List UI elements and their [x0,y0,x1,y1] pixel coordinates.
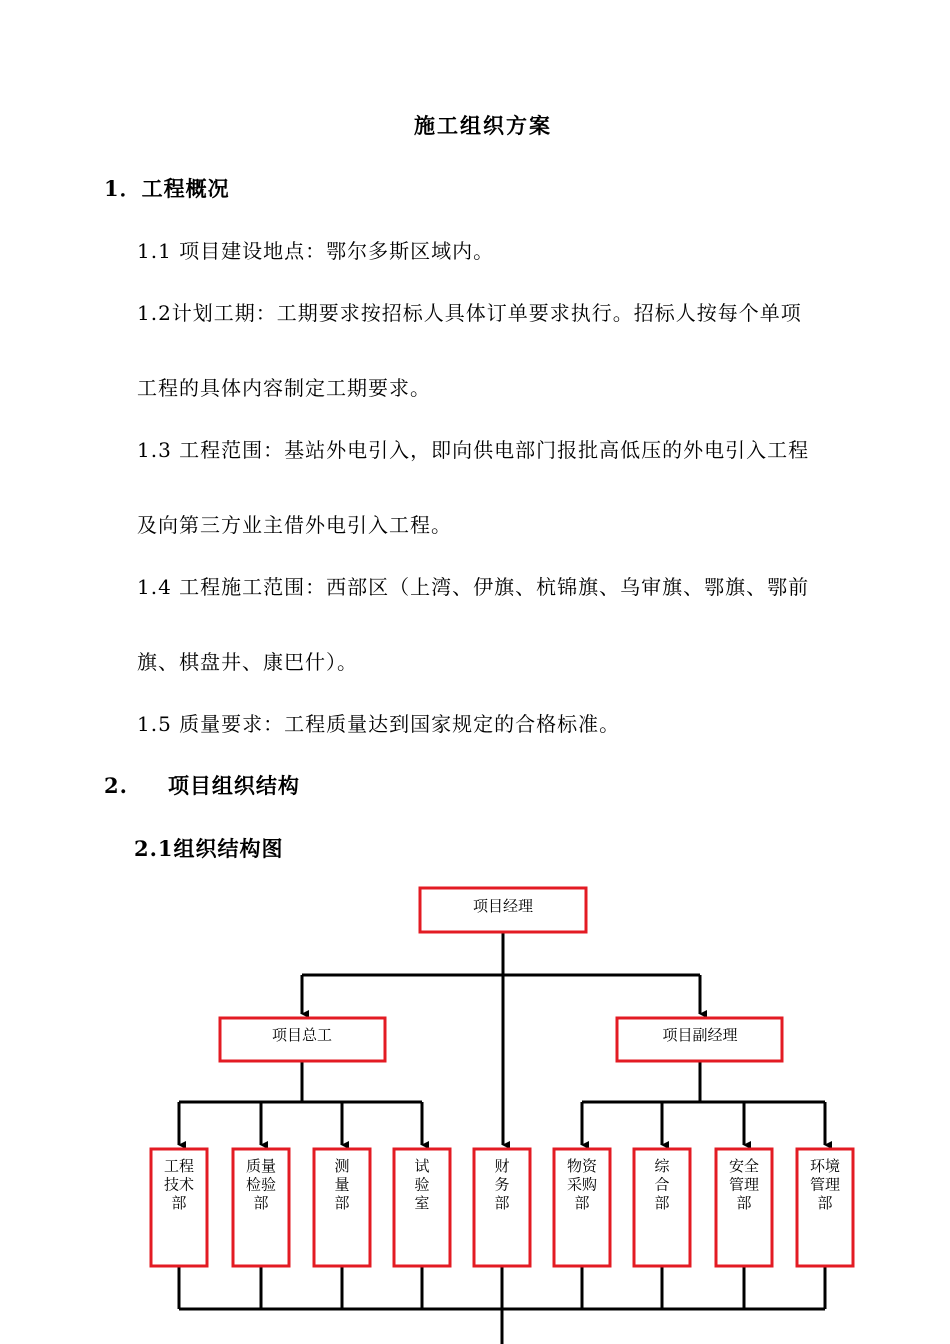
item-1-2-line-2: 工程的具体内容制定工期要求。 [137,376,431,400]
section-1-heading [104,176,230,202]
section-2-heading [104,773,300,799]
org-node-dept-7-label-line-3: 部 [654,1194,670,1212]
item-1-4-line-1: 1.4 工程施工范围：西部区（上湾、伊旗、杭锦旗、乌审旗、鄂旗、鄂前 [137,575,810,599]
org-node-dept-3-label-line-2: 量 [334,1175,350,1194]
org-node-dept-3-label-line-1: 测 [334,1157,350,1175]
section-1-number: 1． [104,176,142,201]
org-node-dept-2-label-line-3: 部 [253,1194,269,1212]
org-node-dept-1-label-line-3: 部 [171,1194,187,1212]
org-node-dept-9-label-line-1: 环境 [809,1157,841,1175]
org-node-dept-2-label-line-2: 检验 [245,1175,277,1194]
org-node-dept-6-label-line-2: 采购 [566,1175,598,1194]
org-node-root-label: 项目经理 [472,897,534,915]
org-node-dept-9-label-line-3: 部 [817,1194,833,1212]
item-1-4-line-2: 旗、棋盘井、康巴什）。 [137,650,358,674]
org-node-dept-5-label-line-2: 务 [494,1175,510,1194]
org-node-level2-1-label: 项目总工 [271,1026,333,1044]
org-node-dept-7-label-line-1: 综 [654,1157,670,1175]
org-node-level2-2-label: 项目副经理 [662,1026,738,1044]
section-2-number: 2. [104,773,128,798]
org-node-dept-5-label-line-1: 财 [494,1157,510,1175]
section-2-title: 项目组织结构 [167,773,300,798]
org-node-dept-1-label-line-2: 技术 [163,1175,195,1194]
item-1-2-line-1: 1.2计划工期：工期要求按招标人具体订单要求执行。招标人按每个单项 [137,301,802,325]
org-node-dept-5-label-line-3: 部 [494,1194,510,1212]
item-1-3-line-2: 及向第三方业主借外电引入工程。 [137,513,452,537]
org-node-dept-4-label-line-1: 试 [414,1157,430,1175]
org-node-dept-8-label-line-3: 部 [736,1194,752,1212]
document-title: 施工组织方案 [414,113,552,138]
org-node-dept-6-label-line-3: 部 [574,1194,590,1212]
item-1-3-line-1: 1.3 工程范围：基站外电引入，即向供电部门报批高低压的外电引入工程 [137,438,810,462]
org-node-dept-4-label-line-3: 室 [414,1194,430,1212]
org-node-dept-7-label-line-2: 合 [654,1175,670,1194]
org-node-dept-1-label-line-1: 工程 [163,1157,195,1175]
section-1-title: 工程概况 [141,176,230,201]
org-node-dept-2-label-line-1: 质量 [245,1157,277,1175]
org-node-dept-8-label-line-2: 管理 [728,1175,760,1194]
org-node-dept-8-label-line-1: 安全 [728,1157,760,1175]
section-2-1-heading: 2.1组织结构图 [134,836,284,861]
org-chart [0,870,950,1344]
org-node-dept-3-label-line-3: 部 [334,1194,350,1212]
org-chart-connectors [179,932,825,1344]
org-node-dept-4-label-line-2: 验 [414,1175,430,1194]
item-1-1: 1.1 项目建设地点：鄂尔多斯区域内。 [137,239,495,263]
item-1-5: 1.5 质量要求：工程质量达到国家规定的合格标准。 [137,712,621,736]
org-node-dept-6-label-line-1: 物资 [566,1157,598,1175]
org-node-dept-9-label-line-2: 管理 [809,1175,841,1194]
